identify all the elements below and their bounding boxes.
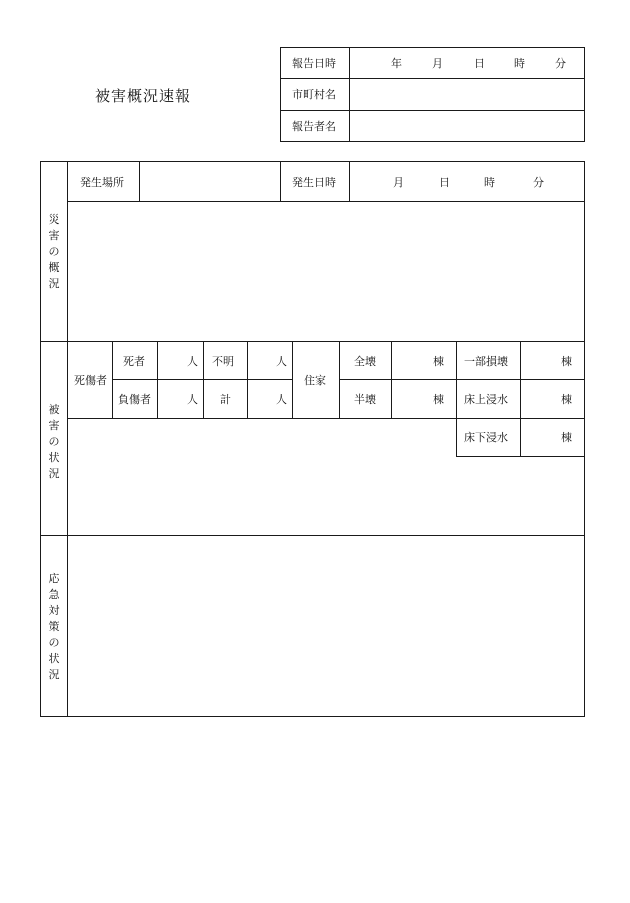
location-field[interactable] — [141, 163, 278, 200]
injured-unit: 人 — [187, 393, 198, 406]
dead-unit: 人 — [187, 355, 198, 368]
total-collapse-label: 全壊 — [354, 355, 376, 368]
below-floor-flood-label: 床下浸水 — [464, 431, 508, 444]
total-label: 計 — [220, 393, 231, 406]
occurrence-day-unit: 日 — [439, 176, 450, 189]
casualties-label: 死傷者 — [74, 374, 107, 387]
report-datetime-label: 報告日時 — [292, 57, 336, 70]
report-hour-unit: 時 — [514, 57, 525, 70]
half-collapse-label: 半壊 — [354, 393, 376, 406]
municipality-field[interactable] — [351, 80, 582, 109]
occurrence-minute-unit: 分 — [533, 176, 544, 189]
reporter-field[interactable] — [351, 112, 582, 140]
dead-label: 死者 — [123, 355, 145, 368]
damage-details-field[interactable] — [69, 420, 454, 534]
half-collapse-unit: 棟 — [433, 393, 444, 406]
partial-damage-unit: 棟 — [561, 355, 572, 368]
report-day-unit: 日 — [474, 57, 485, 70]
response-measures-field[interactable] — [69, 537, 583, 715]
missing-unit: 人 — [276, 355, 287, 368]
total-unit: 人 — [276, 393, 287, 406]
occurrence-datetime-label: 発生日時 — [292, 176, 336, 189]
disaster-overview-field[interactable] — [69, 203, 583, 340]
missing-label: 不明 — [212, 355, 234, 368]
municipality-label: 市町村名 — [292, 88, 336, 101]
form-title: 被害概況速報 — [95, 87, 192, 105]
report-minute-unit: 分 — [555, 57, 566, 70]
reporter-label: 報告者名 — [292, 120, 336, 133]
report-year-unit: 年 — [391, 57, 402, 70]
above-floor-flood-unit: 棟 — [561, 393, 572, 406]
report-month-unit: 月 — [432, 57, 443, 70]
above-floor-flood-label: 床上浸水 — [464, 393, 508, 406]
total-collapse-unit: 棟 — [433, 355, 444, 368]
partial-damage-label: 一部損壊 — [464, 355, 508, 368]
housing-label: 住家 — [304, 374, 326, 387]
occurrence-month-unit: 月 — [393, 176, 404, 189]
damage-section-label: 被害の状況 — [48, 403, 60, 480]
location-label: 発生場所 — [80, 176, 124, 189]
below-floor-flood-unit: 棟 — [561, 431, 572, 444]
disaster-section-label: 災害の概況 — [48, 213, 60, 290]
injured-label: 負傷者 — [118, 393, 151, 406]
occurrence-hour-unit: 時 — [484, 176, 495, 189]
response-section-label: 応急対策の状況 — [48, 572, 60, 681]
